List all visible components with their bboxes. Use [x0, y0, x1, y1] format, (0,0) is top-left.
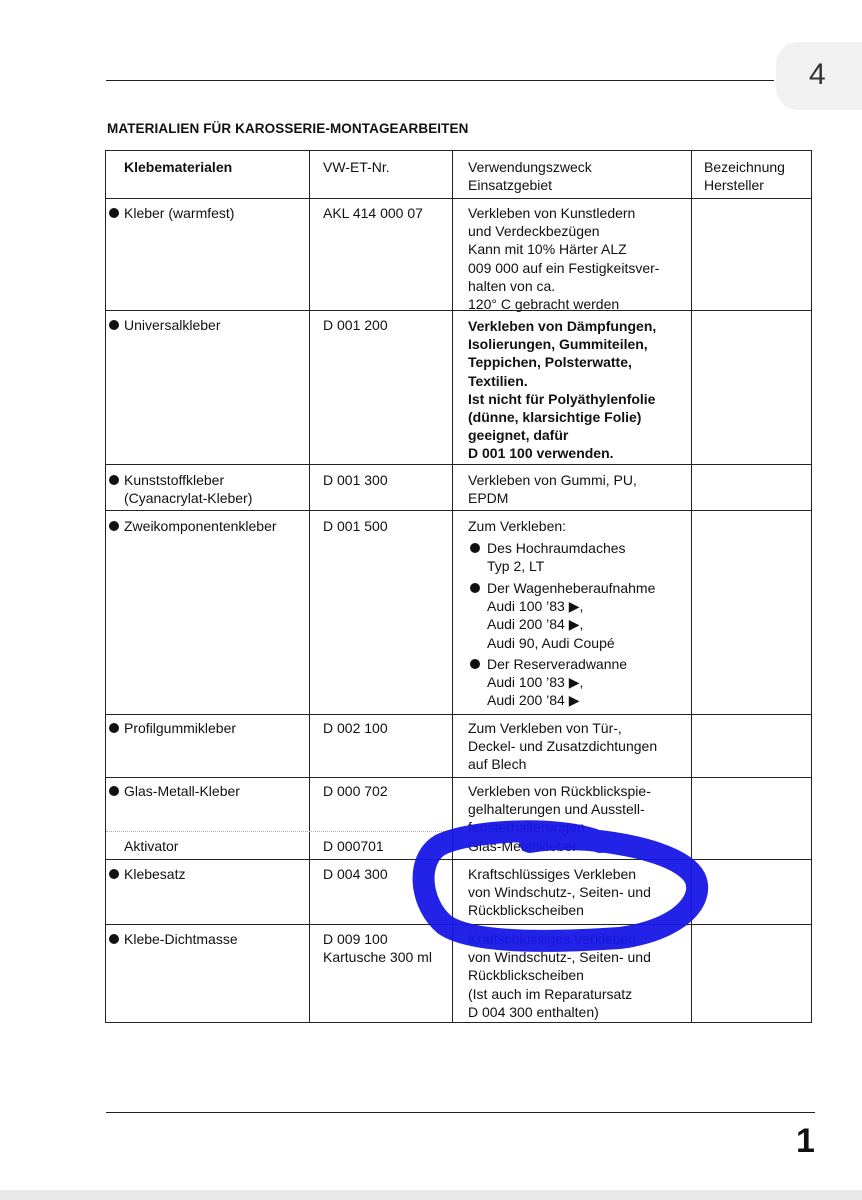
- row-sub-usage: Glas-Metallkleber: [468, 838, 577, 854]
- row-usage: Verkleben von Kunstledern und Verdeckbezügen Kann mit 10% Härter ALZ 009 000 auf ein Festigkeitsver- halten von ca. 120° C gebracht werden: [468, 205, 660, 313]
- row-material: Glas-Metall-Kleber: [124, 783, 240, 799]
- row-part-number: D 004 300: [323, 866, 388, 882]
- footer-bar: [0, 1190, 862, 1200]
- header-usage: Verwendungszweck Einsatzgebiet: [468, 159, 592, 194]
- row-usage: Zum Verkleben von Tür-, Deckel- und Zusatzdichtungen auf Blech: [468, 720, 658, 773]
- page-title: MATERIALIEN FÜR KAROSSERIE-MONTAGEARBEITEN: [107, 121, 469, 136]
- row-sub-material: Aktivator: [124, 838, 179, 854]
- chapter-number: 4: [809, 58, 826, 91]
- row-usage: Kraftschlüssiges Verkleben von Windschutz-, Seiten- und Rückblickscheiben: [468, 866, 651, 919]
- row-material: Zweikomponentenkleber: [124, 518, 277, 534]
- page-number: 1: [796, 1122, 815, 1160]
- header-manufacturer: Bezeichnung Hersteller: [704, 159, 785, 194]
- row-material: Klebe-Dichtmasse: [124, 931, 238, 947]
- row-part-number: D 002 100: [323, 720, 388, 736]
- header-material: Klebematerialen: [124, 159, 233, 175]
- row-part-number: D 009 100 Kartusche 300 ml: [323, 931, 432, 966]
- row-part-number: AKL 414 000 07: [323, 205, 423, 221]
- row-material: Profilgummikleber: [124, 720, 237, 736]
- usage-list-item: Der Reserveradwanne Audi 100 ’83 ▶, Audi 200 ’84 ▶: [487, 656, 628, 709]
- bottom-divider: [106, 1112, 815, 1113]
- row-usage: Zum Verkleben:: [468, 518, 567, 534]
- row-material: Kunststoffkleber (Cyanacrylat-Kleber): [124, 472, 253, 507]
- row-material: Universalkleber: [124, 317, 221, 333]
- row-part-number: D 001 300: [323, 472, 388, 488]
- row-sub-part-number: D 000701: [323, 838, 384, 854]
- row-usage: Kraftschlüssiges Verkleben von Windschutz-, Seiten- und Rückblickscheiben (Ist auch im Reparatursatz D 004 300 enthalten): [468, 931, 651, 1020]
- header-part-number: VW-ET-Nr.: [323, 159, 390, 175]
- usage-list-item: Des Hochraumdaches Typ 2, LT: [487, 540, 626, 575]
- row-part-number: D 001 200: [323, 317, 388, 333]
- row-part-number: D 000 702: [323, 783, 388, 799]
- row-material: Klebesatz: [124, 866, 186, 882]
- usage-list-item: Der Wagenheberaufnahme Audi 100 ’83 ▶, Audi 200 ’84 ▶, Audi 90, Audi Coupé: [487, 580, 656, 651]
- row-usage: Verkleben von Dämpfungen, Isolierungen, Gummiteilen, Teppichen, Polsterwatte, Textilien. Ist nicht für Polyäthylenfolie (dünne, klarsichtige Folie) geeignet, dafür D 001 100 verwenden.: [468, 318, 657, 462]
- row-material: Kleber (warmfest): [124, 205, 235, 221]
- row-part-number: D 001 500: [323, 518, 388, 534]
- row-usage: Verkleben von Gummi, PU, EPDM: [468, 472, 637, 507]
- row-usage: Verkleben von Rückblickspie- gelhalterungen und Ausstell- fensterhalterungen: [468, 783, 651, 836]
